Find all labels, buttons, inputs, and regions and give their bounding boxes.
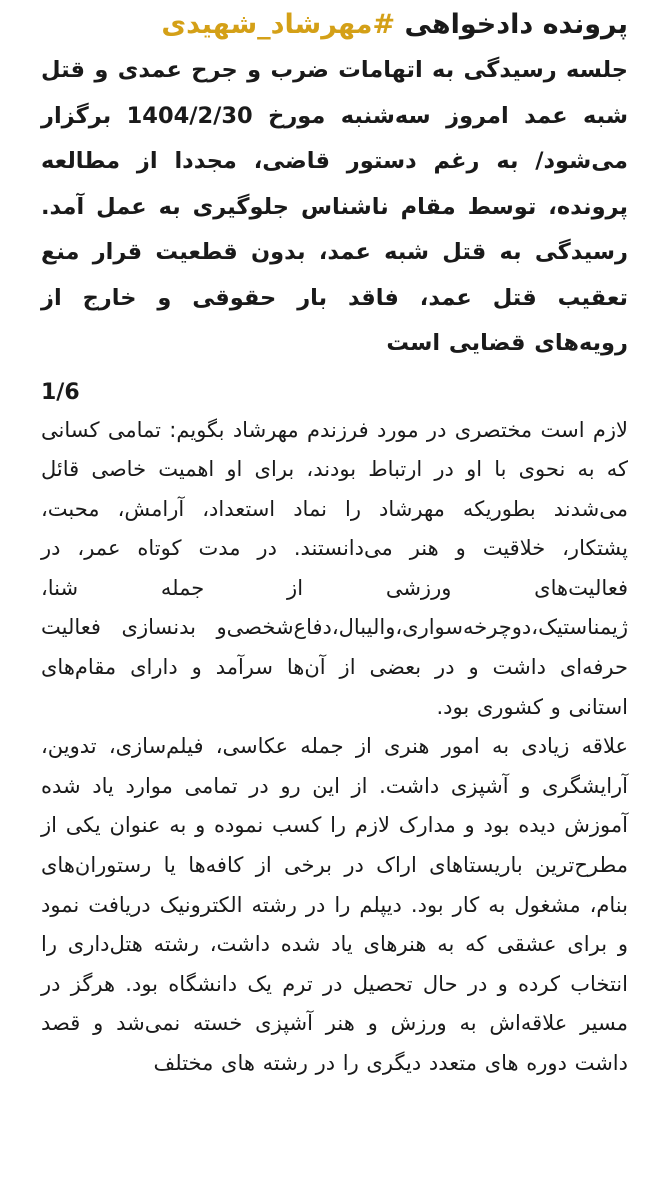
body-paragraph-2: علاقه زیادی به امور هنری از جمله عکاسی، فیلم‌سازی، تدوین، آرایشگری و آشپزی داشت. از این رو در تمامی موارد یاد شده آموزش دیده بود و مدارک لازم را کسب نموده و به عنوان یکی از مطرح‌ترین باریستاهای اراک در برخی از کافه‌ها یا رستوران‌های بنام، مشغول به کار بود. دیپلم را در رشته الکترونیک دریافت نمود و برای عشقی که به هنرهای یاد شده داشت، رشته هتل‌داری را انتخاب کرده و در حال تحصیل در ترم یک دانشگاه بود. هرگز در مسیر علاقه‌اش به ورزش و هنر آشپزی خسته نمی‌شد و قصد داشت دوره های متعدد دیگری را در رشته های مختلف — [41, 734, 628, 1075]
title-text: پرونده دادخواهی — [395, 9, 628, 40]
article-title — [41, 2, 628, 48]
summary-paragraph: جلسه رسیدگی به اتهامات ضرب و جرح عمدی و قتل شبه عمد امروز سه‌شنبه مورخ 1404/2/30 برگزار می‌شود/ به رغم دستور قاضی، مجددا از مطالعه پرونده، توسط مقام ناشناس جلوگیری به عمل آمد. رسیدگی به قتل شبه عمد، بدون قطعیت قرار منع تعقیب قتل عمد، فاقد بار حقوقی و خارج از رویه‌های قضایی است — [41, 57, 628, 356]
hashtag-link[interactable]: #مهرشاد_شهیدی — [161, 9, 396, 40]
body-paragraph-1: لازم است مختصری در مورد فرزندم مهرشاد بگویم: تمامی کسانی که به نحوی با او در ارتباط بودند، برای او اهمیت خاصی قائل می‌شدند بطوریکه مهرشاد را نماد استعداد، آرامش، محبت، پشتکار، خلاقیت و هنر می‌دانستند. در مدت کوتاه عمر، در فعالیت‌های ورزشی از جمله شنا، ژیمناستیک،دوچرخه‌سواری،والیبال،دفاع‌شخصی‌و بدنسازی فعالیت حرفه‌ای داشت و در بعضی از آن‌ها سرآمد و دارای مقام‌های استانی و کشوری بود. — [41, 417, 628, 719]
section-number: 1/6 — [41, 379, 80, 405]
